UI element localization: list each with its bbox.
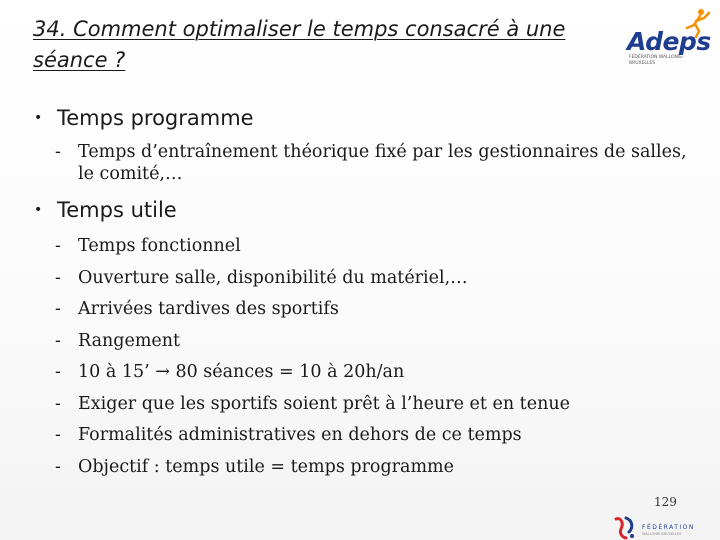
sub-bullet-item [32,263,692,295]
bullet-text: Temps programme [57,106,254,130]
dash-icon: - [55,393,61,414]
sub-bullet-item [32,452,692,484]
bullet-item [32,196,692,224]
sub-bullet-text: Objectif : temps utile = temps programme [78,456,455,477]
sub-bullet-item [32,141,692,185]
sub-bullet-text: Formalités administratives en dehors de ce temps [78,425,522,445]
sub-bullet-text: 10 à 15’ → 80 séances = 10 à 20h/an [78,362,405,382]
adeps-logo [620,8,712,70]
sub-bullet-item [32,420,692,452]
bullet-text: Temps utile [57,198,177,222]
slide-body [32,104,692,483]
bullet-dot-icon: • [34,110,43,126]
bullet-group-temps-utile [32,196,692,483]
sub-bullet-text: Temps d’entraînement théorique fixé par les gestionnaires de salles, le comité,… [78,142,687,184]
slide-title: 34. Comment optimaliser le temps consacré à une séance ? [33,17,566,72]
federation-emblem-icon [612,515,638,540]
sub-bullet-text: Temps fonctionnel [78,236,241,256]
bullet-dot-icon: • [34,202,43,218]
federation-logo [612,515,716,540]
sub-bullet-text: Arrivées tardives des sportifs [78,299,339,319]
federation-logo-subtitle: WALLONIE-BRUXELLES [642,532,682,536]
federation-logo-wordmark: FÉDÉRATION [642,524,695,531]
adeps-logo-wordmark: Adeps [627,27,711,56]
sub-bullet-text: Rangement [78,330,181,351]
page-number: 129 [654,495,677,509]
dash-icon: - [55,456,61,477]
sub-bullet-item [32,389,692,421]
sub-bullet-item [32,231,692,263]
sub-bullet-text: Exiger que les sportifs soient prêt à l’heure et en tenue [78,393,570,414]
dash-icon: - [55,362,61,382]
sub-bullet-item [32,357,692,389]
dash-icon: - [55,236,61,256]
sub-bullet-list [32,141,692,185]
sub-bullet-item [32,294,692,326]
bullet-group-temps-programme [32,104,692,185]
dash-icon: - [55,267,61,288]
dash-icon: - [55,425,61,445]
sub-bullet-item [32,326,692,358]
dash-icon: - [55,142,61,162]
sub-bullet-list [32,231,692,483]
dash-icon: - [55,299,61,319]
dash-icon: - [55,330,61,351]
bullet-item [32,104,692,132]
adeps-logo-subtitle: FÉDÉRATION WALLONIE-BRUXELLES [629,55,684,66]
sub-bullet-text: Ouverture salle, disponibilité du matériel,… [78,267,468,288]
